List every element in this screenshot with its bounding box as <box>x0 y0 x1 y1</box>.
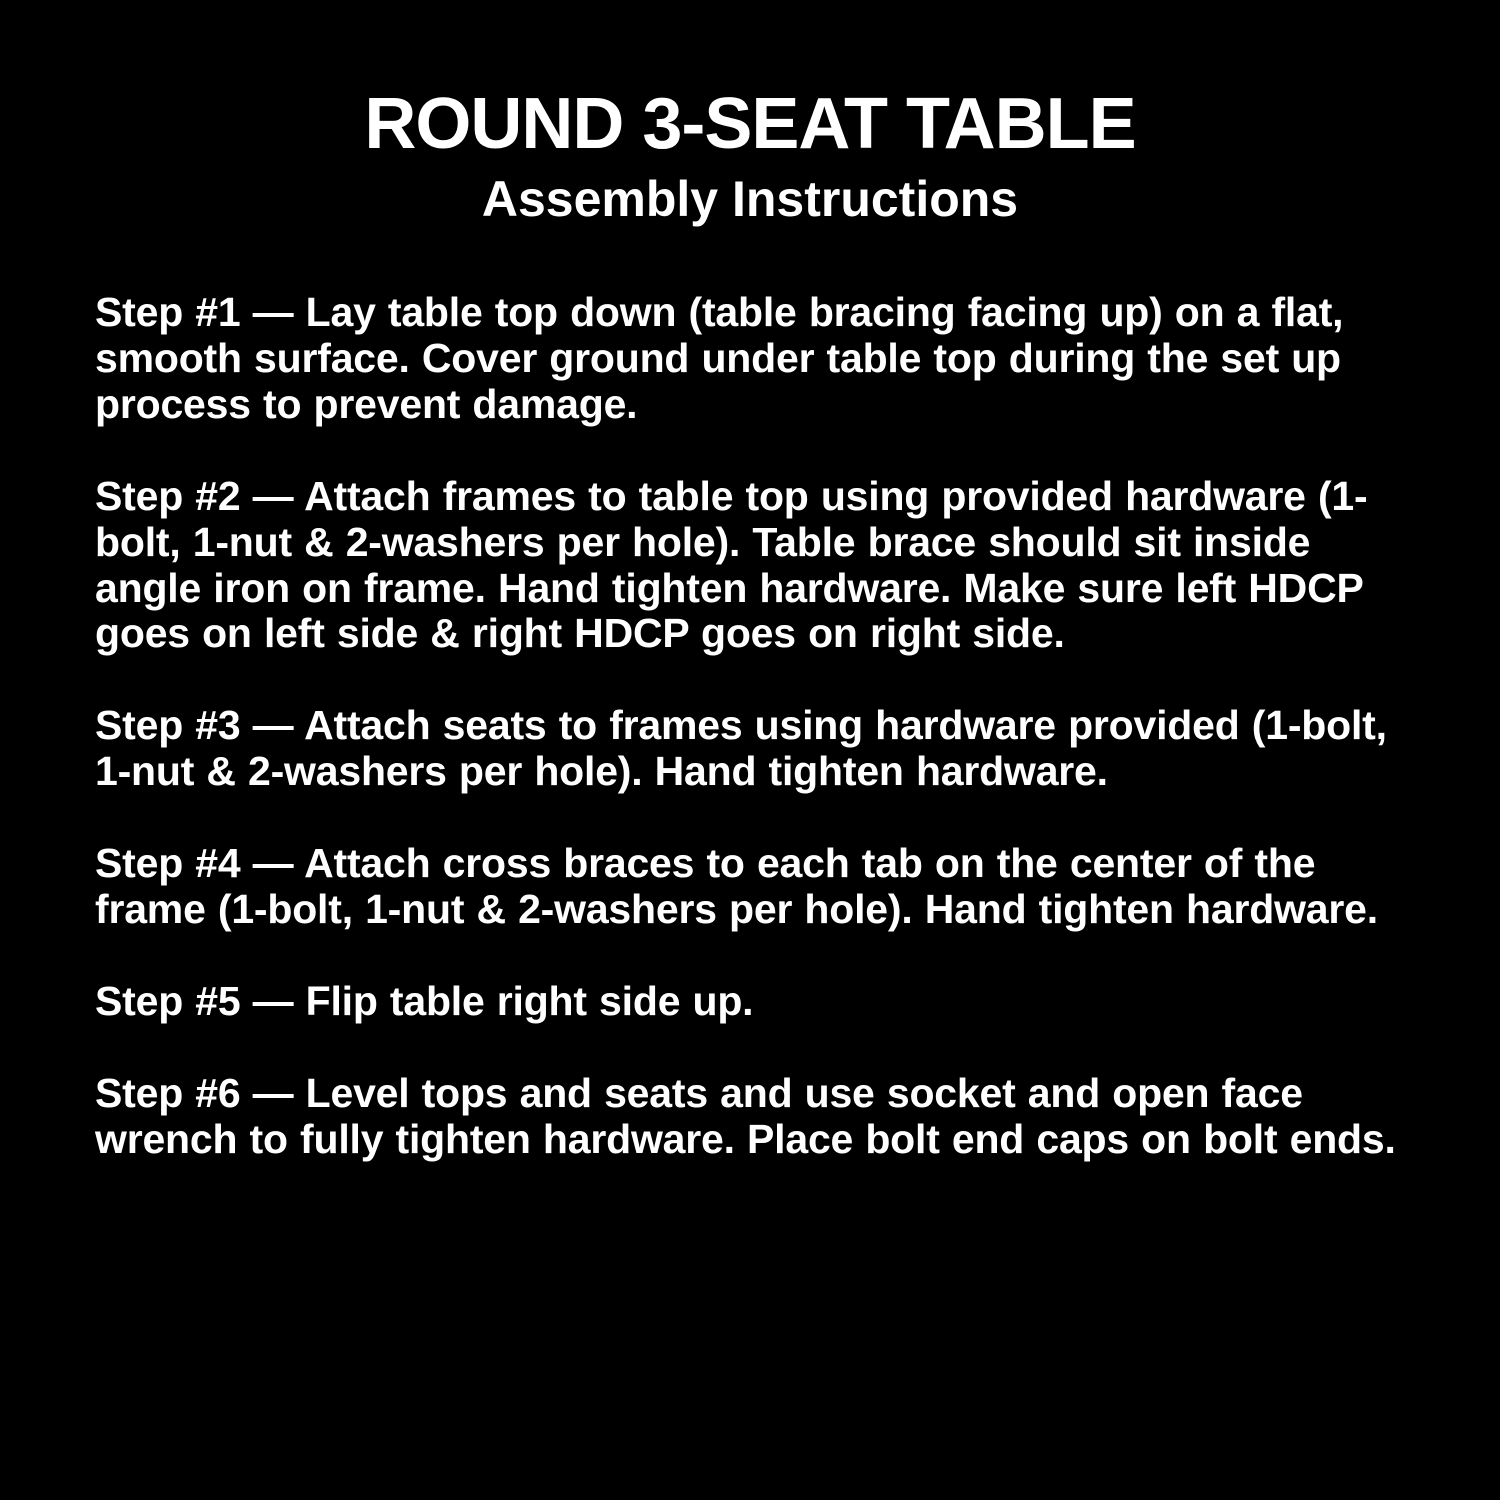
step-item-3: Step #3 — Attach seats to frames using hardware provided (1-bolt, 1-nut & 2-washers per hole). Hand tighten hardware. <box>95 702 1387 795</box>
page-title: ROUND 3-SEAT TABLE <box>364 84 1136 164</box>
step-item-5: Step #5 — Flip table right side up. <box>95 977 754 1024</box>
page-subtitle: Assembly Instructions <box>481 171 1019 227</box>
step-item-1: Step #1 — Lay table top down (table bracing facing up) on a flat, smooth surface. Cover ground under table top during the set up process to prevent damage. <box>95 289 1344 427</box>
step-item-2: Step #2 — Attach frames to table top using provided hardware (1-bolt, 1-nut & 2-washers per hole). Table brace should sit inside angle iron on frame. Hand tighten hardware. Make sure left HDCP goes on left side & right HDCP goes on right side. <box>95 472 1368 657</box>
steps-list <box>95 290 1405 1163</box>
step-item-6: Step #6 — Level tops and seats and use socket and open face wrench to fully tighten hardware. Place bolt end caps on bolt ends. <box>95 1069 1396 1162</box>
step-item-4: Step #4 — Attach cross braces to each tab on the center of the frame (1-bolt, 1-nut & 2-washers per hole). Hand tighten hardware. <box>95 840 1378 933</box>
